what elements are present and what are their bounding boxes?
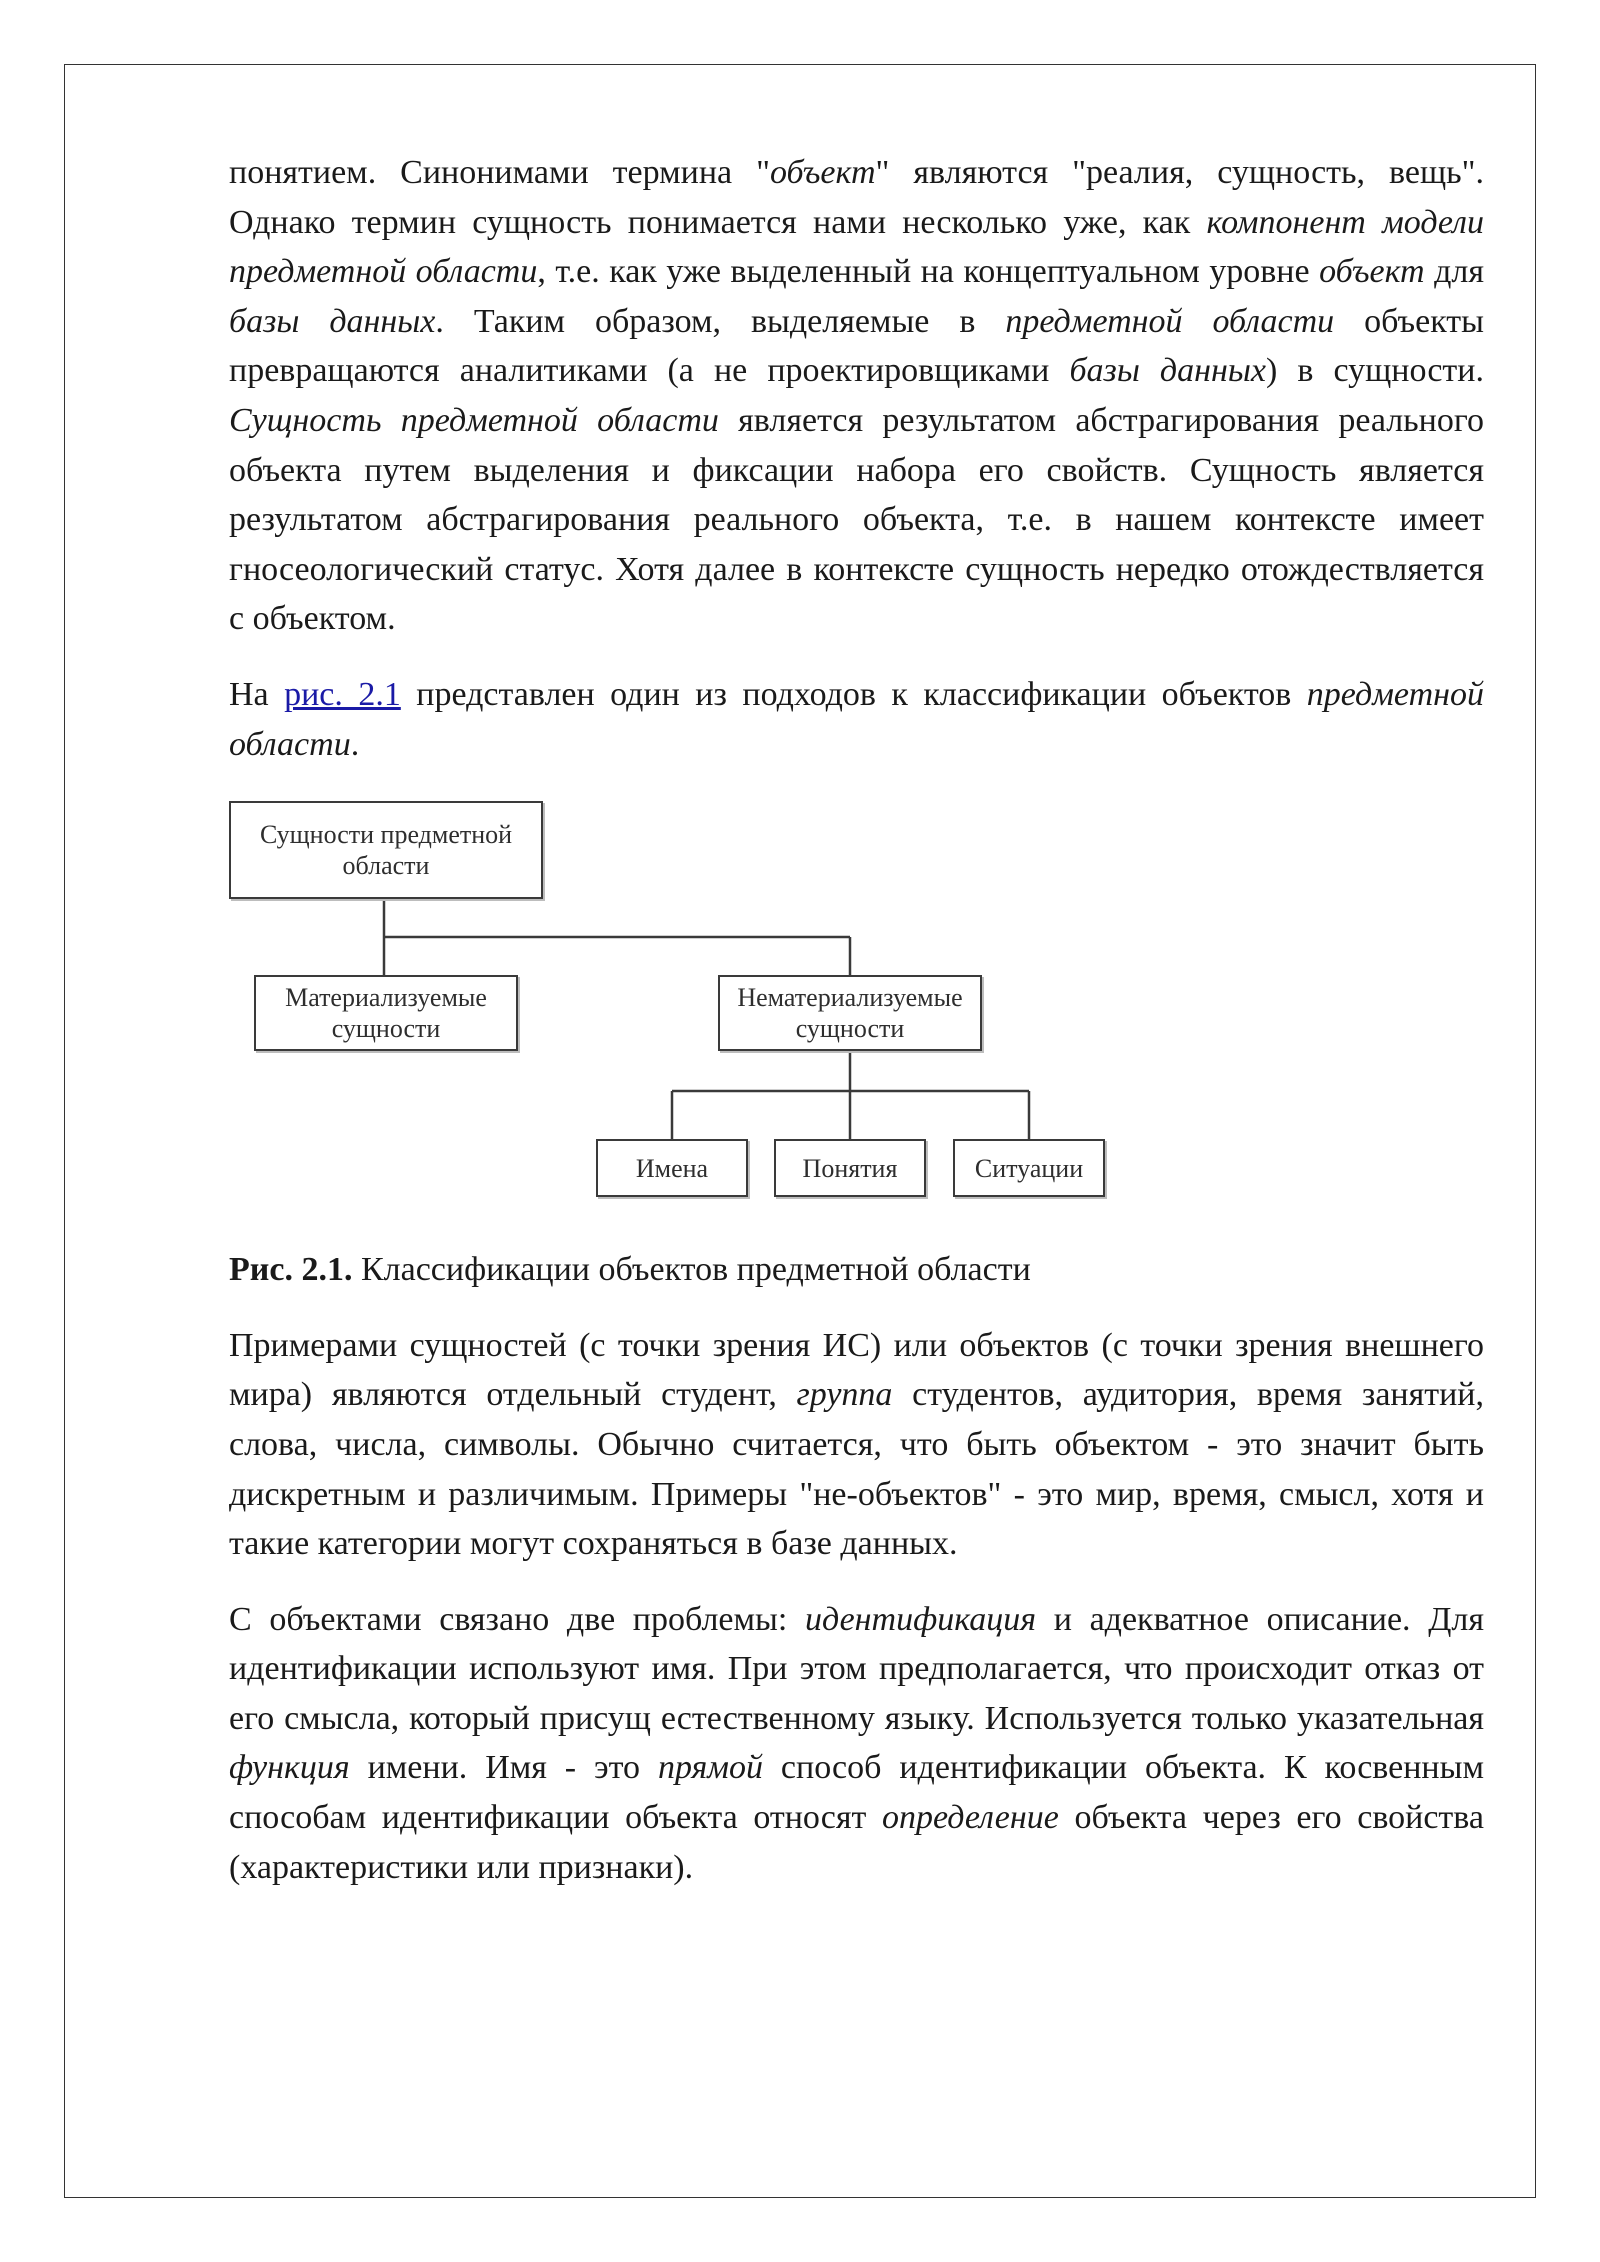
- caption-text: Классификации объектов предметной области: [352, 1251, 1031, 1289]
- node-material-entities: Материализуемые сущности: [254, 975, 518, 1051]
- node-names: Имена: [596, 1139, 748, 1197]
- text-run: . Таким образом, выделяемые в: [435, 302, 1006, 340]
- italic-term: группа: [796, 1376, 893, 1414]
- paragraph-figure-reference: [229, 670, 1484, 769]
- text-run: объекта через его свойства (характеристики или признаки).: [229, 1799, 1484, 1886]
- italic-term: определение: [882, 1799, 1059, 1837]
- paragraph-identification: [229, 1595, 1484, 1893]
- paragraph-entity-definition: [229, 148, 1484, 644]
- caption-label: Рис. 2.1.: [229, 1251, 353, 1289]
- node-root: Сущности предметной области: [229, 801, 543, 899]
- text-run: понятием. Синонимами термина ": [229, 154, 770, 191]
- text-run: и адекватное описание. Для идентификации используют имя. При этом предполагается, что происходит отказ от его смысла, который присущ естественному языку. Используется только указательная: [229, 1600, 1484, 1737]
- italic-term: прямой: [657, 1749, 764, 1787]
- text-run: способ идентификации объекта. К косвенным способам идентификации объекта относят: [229, 1749, 1484, 1837]
- text-run: является результатом абстрагирования реального объекта путем выделения и фиксации набора его свойств. Сущность является результатом абстрагирования реального объекта, т.е. в нашем контексте имеет гносеологический статус. Хотя далее в контексте сущность нередко отождествляется с объектом.: [229, 401, 1484, 638]
- italic-term: Сущность предметной области: [229, 401, 719, 439]
- text-run: , т.е. как уже выделенный на концептуальном уровне: [537, 253, 1320, 291]
- italic-term: предметной области: [229, 675, 1484, 763]
- text-run: имени. Имя - это: [349, 1749, 658, 1787]
- text-run: ) в сущности.: [1265, 352, 1484, 390]
- node-nonmaterial-entities: Нематериализуемые сущности: [718, 975, 982, 1051]
- italic-term: функция: [229, 1749, 350, 1787]
- italic-term: базы данных: [1069, 352, 1266, 390]
- node-concepts: Понятия: [774, 1139, 926, 1197]
- text-run: для: [1424, 253, 1484, 291]
- node-situations: Ситуации: [953, 1139, 1105, 1197]
- text-run: На: [229, 675, 285, 713]
- text-run: студентов, аудитория, время занятий, слова, числа, символы. Обычно считается, что быть объектом - это значит быть дискретным и различимым. Примеры "не-объектов" - это мир, время, смысл, хотя и такие категории могут сохраняться в базе данных.: [229, 1376, 1484, 1563]
- italic-term: компонент модели предметной области: [229, 203, 1484, 291]
- text-run: объекты превращаются аналитиками (а не проектировщиками: [229, 302, 1484, 390]
- paragraph-examples: [229, 1321, 1484, 1569]
- document-body: [229, 148, 1484, 1918]
- italic-term: объект: [769, 154, 876, 191]
- classification-diagram: [229, 795, 1484, 1235]
- text-run: .: [350, 725, 360, 763]
- figure-caption: [229, 1245, 1484, 1295]
- text-run: представлен один из подходов к классификации объектов: [400, 675, 1307, 713]
- italic-term: объект: [1319, 253, 1425, 291]
- text-run: Примерами сущностей (с точки зрения ИС) или объектов (с точки зрения внешнего мира) являются отдельный студент,: [229, 1326, 1484, 1414]
- text-run: С объектами связано две проблемы:: [229, 1600, 805, 1638]
- italic-term: базы данных: [229, 302, 436, 340]
- italic-term: предметной области: [1005, 302, 1335, 340]
- text-run: " являются "реалия, сущность, вещь". Однако термин сущность понимается нами несколько уже, как: [229, 154, 1485, 241]
- figure-link[interactable]: рис. 2.1: [284, 675, 401, 713]
- italic-term: идентификация: [804, 1600, 1037, 1638]
